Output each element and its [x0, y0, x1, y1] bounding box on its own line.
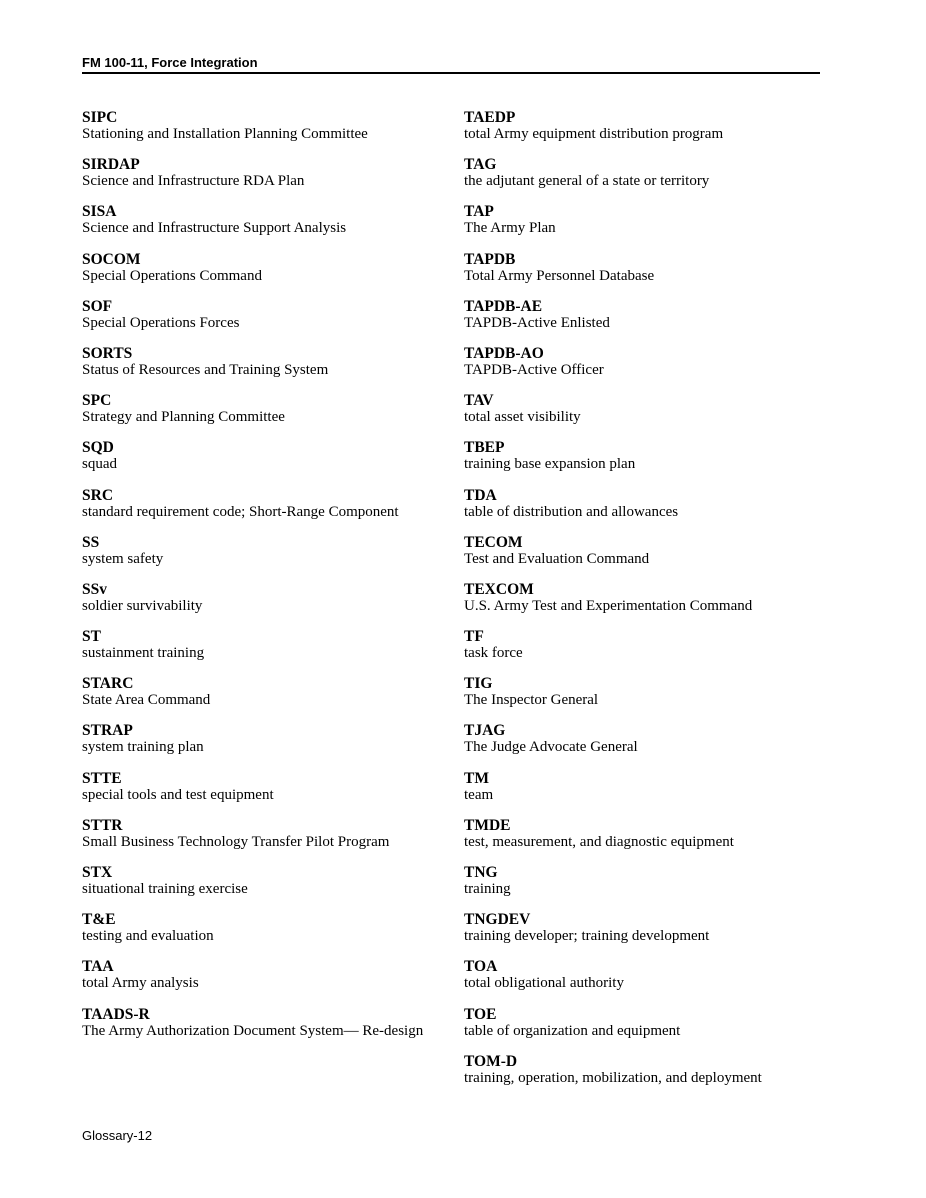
glossary-definition: Special Operations Forces	[82, 314, 240, 331]
glossary-entry	[82, 628, 437, 675]
glossary-entry	[82, 392, 437, 439]
glossary-entry	[464, 156, 834, 203]
glossary-term: SSv	[82, 580, 107, 598]
glossary-term: SISA	[82, 203, 117, 221]
glossary-term: TBEP	[464, 439, 505, 457]
glossary-definition: training	[464, 881, 511, 897]
glossary-definition: task force	[464, 645, 523, 662]
glossary-term: STRAP	[82, 722, 133, 740]
glossary-entry	[464, 817, 834, 864]
glossary-definition: Stationing and Installation Planning Committee	[82, 126, 368, 142]
glossary-entry	[464, 251, 834, 298]
glossary-entry	[82, 345, 437, 392]
glossary-definition: system training plan	[82, 739, 204, 756]
glossary-definition: total asset visibility	[464, 409, 581, 426]
header-rule	[82, 72, 820, 74]
glossary-entry	[464, 1053, 834, 1100]
glossary-term: STTR	[82, 816, 123, 834]
glossary-entry	[82, 298, 437, 345]
glossary-term: TECOM	[464, 533, 523, 551]
glossary-definition: Science and Infrastructure RDA Plan	[82, 173, 305, 190]
glossary-entry	[82, 958, 437, 1005]
glossary-definition: total obligational authority	[464, 975, 624, 992]
glossary-entry	[82, 864, 437, 911]
glossary-entry	[82, 770, 437, 817]
glossary-entry	[82, 722, 437, 769]
glossary-definition: special tools and test equipment	[82, 786, 274, 803]
glossary-term: TAG	[464, 156, 497, 174]
glossary-term: TF	[464, 628, 484, 646]
glossary-term: TNG	[464, 864, 498, 881]
glossary-definition: Small Business Technology Transfer Pilot Program	[82, 833, 390, 850]
glossary-term: TOE	[464, 1005, 497, 1023]
glossary-definition: training developer; training development	[464, 928, 710, 945]
glossary-term: TAEDP	[464, 109, 516, 126]
glossary-term: TJAG	[464, 722, 506, 740]
glossary-definition: squad	[82, 456, 117, 473]
glossary-definition: State Area Command	[82, 692, 211, 709]
glossary-term: TIG	[464, 675, 493, 693]
glossary-term: SRC	[82, 486, 114, 504]
glossary-term: TDA	[464, 486, 497, 504]
glossary-entry	[82, 817, 437, 864]
glossary-entry	[464, 487, 834, 534]
glossary-entry	[464, 534, 834, 581]
glossary-term: TEXCOM	[464, 580, 534, 598]
glossary-column-right	[464, 109, 834, 1100]
glossary-entry	[82, 1006, 437, 1053]
glossary-term: STX	[82, 864, 113, 881]
glossary-definition: Total Army Personnel Database	[464, 267, 655, 284]
glossary-entry	[82, 675, 437, 722]
glossary-term: SIRDAP	[82, 156, 140, 174]
glossary-entry	[464, 628, 834, 675]
glossary-term: TAP	[464, 203, 494, 221]
glossary-term: TAPDB	[464, 250, 516, 268]
glossary-term: SPC	[82, 392, 112, 410]
glossary-entry	[464, 722, 834, 769]
glossary-term: TMDE	[464, 816, 511, 834]
glossary-definition: table of organization and equipment	[464, 1022, 681, 1039]
glossary-definition: TAPDB-Active Enlisted	[464, 314, 610, 331]
glossary-entry	[464, 911, 834, 958]
document-header-title: FM 100-11, Force Integration	[82, 55, 258, 70]
glossary-definition: U.S. Army Test and Experimentation Command	[464, 597, 753, 614]
glossary-entry	[464, 675, 834, 722]
glossary-entry	[464, 864, 834, 911]
glossary-definition: the adjutant general of a state or territory	[464, 173, 710, 190]
glossary-definition: standard requirement code; Short-Range Component	[82, 503, 399, 520]
glossary-entry	[464, 298, 834, 345]
glossary-term: TM	[464, 769, 489, 787]
glossary-term: TNGDEV	[464, 911, 531, 929]
glossary-entry	[464, 958, 834, 1005]
glossary-entry	[82, 156, 437, 203]
glossary-definition: The Army Plan	[464, 220, 556, 237]
glossary-definition: total Army analysis	[82, 975, 199, 992]
glossary-entry	[464, 392, 834, 439]
glossary-entry	[464, 770, 834, 817]
glossary-entry	[82, 251, 437, 298]
glossary-definition: table of distribution and allowances	[464, 503, 679, 520]
glossary-entry	[82, 487, 437, 534]
glossary-definition: The Inspector General	[464, 692, 599, 709]
glossary-term: T&E	[82, 911, 116, 929]
glossary-entry	[464, 581, 834, 628]
glossary-term: TAADS-R	[82, 1005, 150, 1023]
glossary-definition: The Army Authorization Document System— Re-design	[82, 1022, 424, 1039]
glossary-definition: TAPDB-Active Officer	[464, 361, 604, 378]
glossary-entry	[82, 109, 437, 156]
glossary-definition: Special Operations Command	[82, 267, 262, 284]
glossary-entry	[82, 203, 437, 250]
glossary-column-left	[82, 109, 437, 1053]
glossary-term: TAV	[464, 392, 494, 410]
glossary-entry	[464, 345, 834, 392]
glossary-definition: training base expansion plan	[464, 456, 636, 473]
glossary-definition: testing and evaluation	[82, 928, 214, 945]
glossary-definition: total Army equipment distribution program	[464, 126, 724, 142]
glossary-term: SOF	[82, 297, 113, 315]
glossary-entry	[464, 439, 834, 486]
glossary-term: SOCOM	[82, 250, 141, 268]
glossary-term: SORTS	[82, 344, 133, 362]
glossary-entry	[464, 109, 834, 156]
glossary-term: TAA	[82, 958, 114, 976]
glossary-term: STTE	[82, 769, 122, 787]
glossary-term: STARC	[82, 675, 134, 693]
glossary-term: SS	[82, 533, 100, 551]
glossary-term: TOM-D	[464, 1052, 518, 1070]
glossary-definition: Strategy and Planning Committee	[82, 409, 285, 426]
glossary-term: ST	[82, 628, 101, 646]
glossary-term: TAPDB-AE	[464, 297, 543, 315]
glossary-definition: team	[464, 786, 494, 803]
glossary-entry	[464, 1006, 834, 1053]
page-number: Glossary-12	[82, 1128, 153, 1143]
glossary-definition: situational training exercise	[82, 881, 248, 897]
glossary-entry	[82, 534, 437, 581]
glossary-definition: test, measurement, and diagnostic equipment	[464, 833, 734, 850]
glossary-definition: The Judge Advocate General	[464, 739, 638, 756]
glossary-entry	[82, 439, 437, 486]
glossary-term: TOA	[464, 958, 498, 976]
glossary-definition: Test and Evaluation Command	[464, 550, 650, 567]
glossary-definition: system safety	[82, 550, 164, 567]
glossary-definition: sustainment training	[82, 645, 205, 662]
glossary-definition: Science and Infrastructure Support Analysis	[82, 220, 347, 237]
glossary-definition: training, operation, mobilization, and deployment	[464, 1069, 762, 1086]
glossary-entry	[82, 911, 437, 958]
glossary-term: SQD	[82, 439, 114, 457]
glossary-definition: Status of Resources and Training System	[82, 361, 329, 378]
glossary-term: TAPDB-AO	[464, 344, 544, 362]
glossary-entry	[464, 203, 834, 250]
glossary-entry	[82, 581, 437, 628]
glossary-term: SIPC	[82, 109, 118, 126]
glossary-definition: soldier survivability	[82, 597, 203, 614]
